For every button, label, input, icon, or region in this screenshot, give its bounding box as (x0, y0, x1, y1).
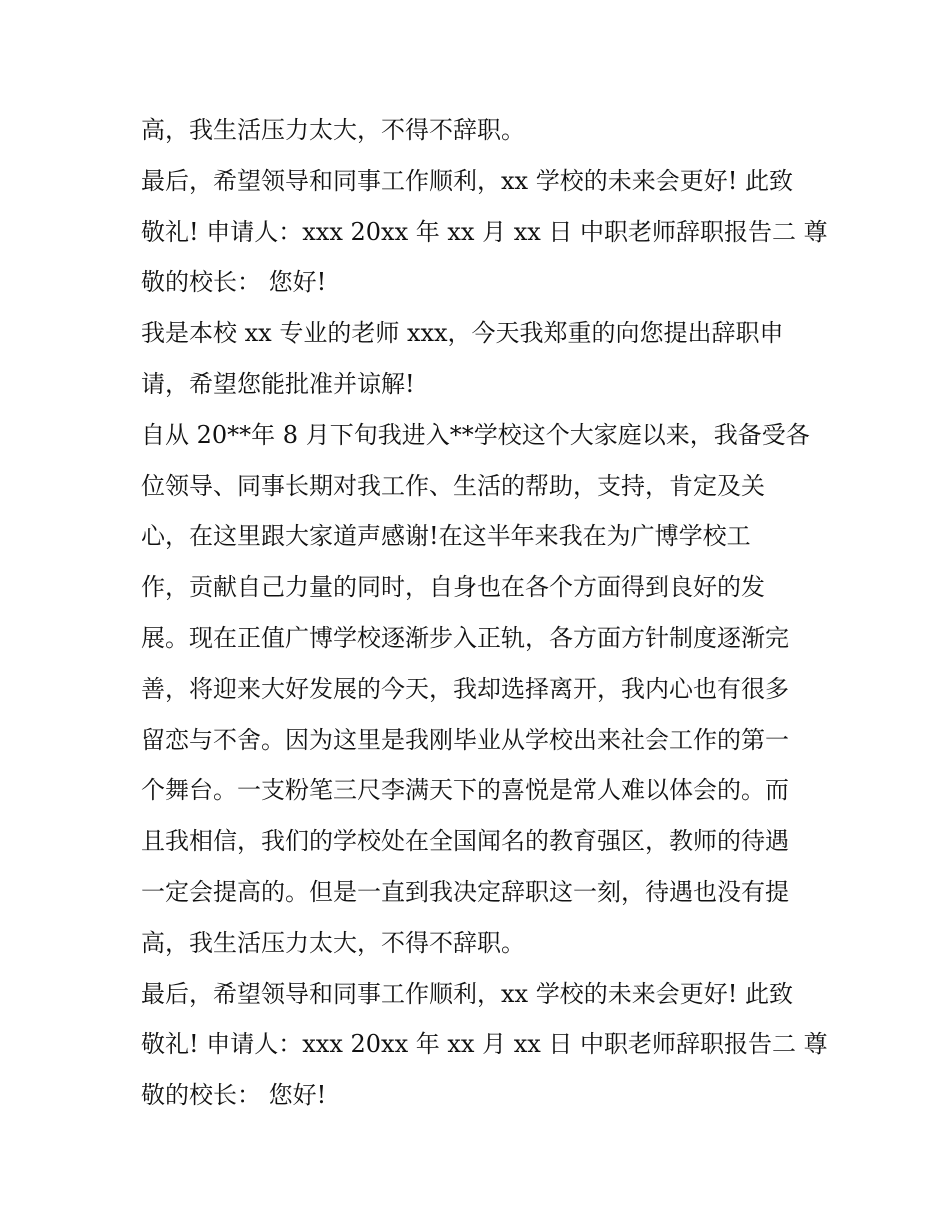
text-line: 高，我生活压力太大，不得不辞职。 (141, 928, 525, 957)
text-line: 善，将迎来大好发展的今天，我却选择离开，我内心也有很多 (141, 674, 789, 703)
text-line: 敬礼! 申请人：xxx 20xx 年 xx 月 xx 日 中职老师辞职报告二 尊 (141, 1030, 828, 1059)
text-line: 留恋与不舍。因为这里是我刚毕业从学校出来社会工作的第一 (141, 725, 789, 754)
text-line: 个舞台。一支粉笔三尺李满天下的喜悦是常人难以体会的。而 (141, 776, 789, 805)
text-line: 我是本校 xx 专业的老师 xxx，今天我郑重的向您提出辞职申 (141, 319, 784, 348)
text-line: 位领导、同事长期对我工作、生活的帮助，支持，肯定及关 (141, 471, 765, 500)
text-line: 敬的校长： 您好! (141, 268, 327, 297)
text-line: 作，贡献自己力量的同时，自身也在各个方面得到良好的发 (141, 573, 765, 602)
text-line: 心，在这里跟大家道声感谢!在这半年来我在为广博学校工 (141, 522, 751, 551)
text-line: 一定会提高的。但是一直到我决定辞职这一刻，待遇也没有提 (141, 877, 789, 906)
document-body (141, 105, 828, 1121)
text-line: 且我相信，我们的学校处在全国闻名的教育强区，教师的待遇 (141, 827, 789, 856)
text-line: 展。现在正值广博学校逐渐步入正轨，各方面方针制度逐渐完 (141, 623, 789, 652)
text-line: 最后，希望领导和同事工作顺利，xx 学校的未来会更好! 此致 (141, 166, 793, 195)
text-line: 敬礼! 申请人：xxx 20xx 年 xx 月 xx 日 中职老师辞职报告二 尊 (141, 217, 828, 246)
text-line: 请，希望您能批准并谅解! (141, 369, 415, 398)
text-line: 敬的校长： 您好! (141, 1081, 327, 1110)
text-line: 最后，希望领导和同事工作顺利，xx 学校的未来会更好! 此致 (141, 979, 793, 1008)
text-line: 高，我生活压力太大，不得不辞职。 (141, 116, 525, 144)
text-line: 自从 20**年 8 月下旬我进入**学校这个大家庭以来，我备受各 (141, 420, 810, 449)
